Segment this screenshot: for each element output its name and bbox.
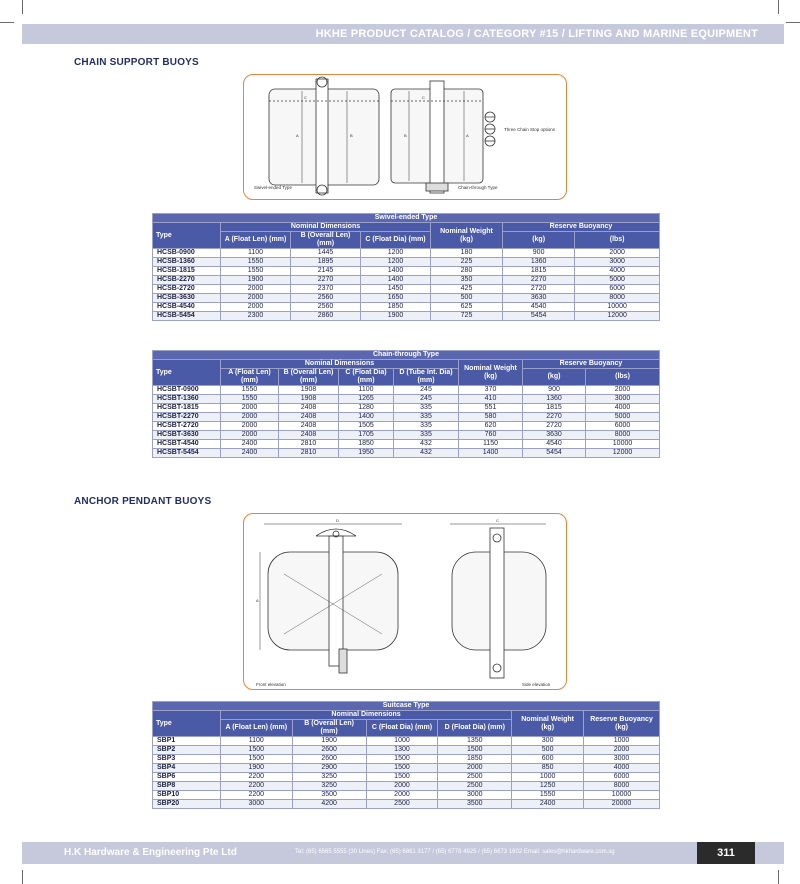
table-cell: 2000 (221, 413, 279, 422)
table-cell: 2145 (291, 267, 361, 276)
dim-label-a-2: A (466, 133, 469, 138)
table-cell: 1150 (459, 440, 523, 449)
table-row (153, 449, 660, 458)
table-cell: 1550 (221, 395, 279, 404)
table-cell: 1400 (361, 267, 431, 276)
dim-label-c: C (304, 95, 307, 100)
table-cell: 551 (459, 404, 523, 413)
swivel-col-a: A (Float Len) (mm) (221, 232, 291, 249)
table-cell: 760 (459, 431, 523, 440)
table-cell: 2400 (221, 449, 279, 458)
type-cell: HCSB-4540 (153, 303, 221, 312)
table-cell: 900 (523, 386, 586, 395)
table-cell: 3000 (584, 755, 660, 764)
table-cell: 2810 (279, 440, 339, 449)
crop-mark (22, 0, 23, 14)
suitcase-col-b: B (Overall Len) (mm) (292, 720, 366, 737)
table-cell: 1500 (438, 746, 512, 755)
table-cell: 1100 (220, 737, 292, 746)
anchor-pendant-buoy-svg (244, 514, 567, 690)
table-row (153, 267, 660, 276)
type-cell: HCSB-0900 (153, 249, 221, 258)
table-cell: 2408 (279, 404, 339, 413)
footer-contact-info: Tel: (65) 6565 5555 (30 Lines) Fax: (65) 6861 3177 / (65) 6778 4925 / (65) 6873 1602 Email: sales@hkhardware.com.sg (295, 849, 615, 855)
table-cell: 2000 (575, 249, 660, 258)
side-elevation-caption: Side elevation (522, 682, 551, 687)
table-cell: 2000 (221, 303, 291, 312)
table-cell: 20000 (584, 800, 660, 809)
chain-col-b: B (Overall Len) (mm) (279, 369, 339, 386)
table-cell: 8000 (575, 294, 660, 303)
type-cell: SBP1 (153, 737, 221, 746)
table-cell: 3500 (438, 800, 512, 809)
table-cell: 300 (512, 737, 584, 746)
swivel-col-nominal-dimensions: Nominal Dimensions (221, 223, 431, 232)
table-cell: 335 (394, 404, 459, 413)
section-title-chain-support: CHAIN SUPPORT BUOYS (74, 57, 199, 68)
table-cell: 1650 (361, 294, 431, 303)
front-elevation-caption: Front elevation (256, 682, 286, 687)
table-cell: 5454 (503, 312, 575, 321)
table-row (153, 276, 660, 285)
table-cell: 1908 (279, 386, 339, 395)
table-cell: 900 (503, 249, 575, 258)
table-cell: 2000 (221, 431, 279, 440)
table-cell: 1000 (584, 737, 660, 746)
type-cell: SBP4 (153, 764, 221, 773)
suitcase-col-weight: Nominal Weight (kg) (512, 711, 584, 737)
table-cell: 2000 (221, 285, 291, 294)
table-cell: 1550 (221, 267, 291, 276)
table-cell: 2200 (220, 791, 292, 800)
table-cell: 8000 (586, 431, 660, 440)
table-cell: 500 (431, 294, 503, 303)
table-cell: 2000 (438, 764, 512, 773)
table-cell: 4000 (575, 267, 660, 276)
table-cell: 2600 (292, 755, 366, 764)
dim-label-b-2: B (404, 133, 407, 138)
type-cell: HCSBT-5454 (153, 449, 221, 458)
side-center-bar (490, 528, 504, 678)
table-cell: 2000 (221, 422, 279, 431)
table-cell: 1100 (339, 386, 394, 395)
swivel-col-c: C (Float Dia) (mm) (361, 232, 431, 249)
table-cell: 4540 (503, 303, 575, 312)
swivel-col-lbs: (lbs) (575, 232, 660, 249)
table-row (153, 422, 660, 431)
table-cell: 1400 (361, 276, 431, 285)
suitcase-col-nominal-dimensions: Nominal Dimensions (220, 711, 511, 720)
table-row (153, 791, 660, 800)
table-cell: 280 (431, 267, 503, 276)
type-cell: SBP10 (153, 791, 221, 800)
chain-support-buoy-svg (244, 75, 567, 200)
table-cell: 1360 (503, 258, 575, 267)
dim-label-c-2: C (422, 95, 425, 100)
table-cell: 2810 (279, 449, 339, 458)
table-row (153, 413, 660, 422)
table-cell: 1500 (220, 755, 292, 764)
table-cell: 1360 (523, 395, 586, 404)
table-cell: 1500 (220, 746, 292, 755)
front-dim-label-d: D (336, 518, 339, 523)
type-cell: HCSBT-3630 (153, 431, 221, 440)
table-cell: 2408 (279, 413, 339, 422)
catalog-header-title: HKHE PRODUCT CATALOG / CATEGORY #15 / LIFTING AND MARINE EQUIPMENT (315, 28, 758, 40)
table-cell: 2200 (220, 773, 292, 782)
table-cell: 12000 (575, 312, 660, 321)
swivel-table-caption: Swivel-ended Type (153, 214, 660, 223)
chain-through-table (152, 350, 660, 458)
table-cell: 1950 (339, 449, 394, 458)
table-row (153, 249, 660, 258)
type-cell: HCSB-5454 (153, 312, 221, 321)
footer-company-name: H.K Hardware & Engineering Pte Ltd (64, 847, 237, 858)
type-cell: SBP6 (153, 773, 221, 782)
table-cell: 10000 (575, 303, 660, 312)
crop-mark (778, 870, 779, 884)
chain-stop-caption: Three Chain Stop options (504, 127, 556, 132)
table-cell: 3250 (292, 773, 366, 782)
swivel-col-kg: (kg) (503, 232, 575, 249)
swivel-col-reserve: Reserve Buoyancy (503, 223, 660, 232)
table-cell: 2000 (366, 791, 438, 800)
table-cell: 3630 (503, 294, 575, 303)
table-cell: 6000 (575, 285, 660, 294)
table-cell: 1895 (291, 258, 361, 267)
type-cell: HCSB-2720 (153, 285, 221, 294)
table-cell: 350 (431, 276, 503, 285)
table-cell: 2400 (512, 800, 584, 809)
table-cell: 4000 (584, 764, 660, 773)
table-cell: 1500 (366, 773, 438, 782)
table-cell: 1900 (361, 312, 431, 321)
table-cell: 1450 (361, 285, 431, 294)
table-cell: 1250 (512, 782, 584, 791)
table-cell: 1400 (339, 413, 394, 422)
table-cell: 3630 (523, 431, 586, 440)
side-dim-label-c: C (496, 518, 499, 523)
table-cell: 500 (512, 746, 584, 755)
table-cell: 6000 (586, 422, 660, 431)
table-cell: 3000 (586, 395, 660, 404)
chain-col-c: C (Float Dia) (mm) (339, 369, 394, 386)
swivel-col-b: B (Overall Len) (mm) (291, 232, 361, 249)
table-cell: 2270 (503, 276, 575, 285)
table-cell: 2000 (584, 746, 660, 755)
table-cell: 3250 (292, 782, 366, 791)
table-cell: 1850 (361, 303, 431, 312)
table-cell: 2408 (279, 431, 339, 440)
table-cell: 425 (431, 285, 503, 294)
table-cell: 335 (394, 431, 459, 440)
table-row (153, 404, 660, 413)
swivel-col-type: Type (153, 223, 221, 249)
table-cell: 1900 (221, 276, 291, 285)
table-cell: 1500 (366, 755, 438, 764)
table-cell: 2200 (220, 782, 292, 791)
table-row (153, 258, 660, 267)
table-cell: 245 (394, 395, 459, 404)
table-cell: 1850 (339, 440, 394, 449)
header-band (22, 24, 784, 44)
table-cell: 2300 (221, 312, 291, 321)
table-cell: 1200 (361, 258, 431, 267)
table-cell: 2600 (292, 746, 366, 755)
front-dim-label-a: A (256, 598, 259, 603)
table-cell: 850 (512, 764, 584, 773)
table-row (153, 800, 660, 809)
table-cell: 5454 (523, 449, 586, 458)
table-row (153, 431, 660, 440)
suitcase-col-d: D (Float Dia) (mm) (438, 720, 512, 737)
table-cell: 1705 (339, 431, 394, 440)
chain-support-buoy-drawing (243, 74, 567, 200)
table-cell: 1000 (512, 773, 584, 782)
suitcase-col-type: Type (153, 711, 221, 737)
table-cell: 245 (394, 386, 459, 395)
type-cell: HCSBT-1815 (153, 404, 221, 413)
table-cell: 2370 (291, 285, 361, 294)
suitcase-table-caption: Suitcase Type (153, 702, 660, 711)
table-cell: 2000 (221, 294, 291, 303)
anchor-pendant-buoy-drawing (243, 513, 567, 690)
table-row (153, 395, 660, 404)
type-cell: HCSB-1815 (153, 267, 221, 276)
table-cell: 432 (394, 449, 459, 458)
table-cell: 2900 (292, 764, 366, 773)
chain-col-reserve: Reserve Buoyancy (523, 360, 660, 369)
table-cell: 600 (512, 755, 584, 764)
table-cell: 2000 (366, 782, 438, 791)
table-cell: 3000 (575, 258, 660, 267)
suitcase-col-reserve: Reserve Buoyancy (kg) (584, 711, 660, 737)
table-cell: 225 (431, 258, 503, 267)
table-cell: 1815 (523, 404, 586, 413)
table-cell: 2270 (523, 413, 586, 422)
table-cell: 1100 (221, 249, 291, 258)
table-row (153, 737, 660, 746)
type-cell: HCSB-1360 (153, 258, 221, 267)
type-cell: HCSBT-2720 (153, 422, 221, 431)
table-cell: 620 (459, 422, 523, 431)
table-cell: 8000 (584, 782, 660, 791)
table-cell: 2560 (291, 303, 361, 312)
crop-mark (786, 22, 800, 23)
suitcase-table-body (153, 737, 660, 809)
table-row (153, 782, 660, 791)
table-row (153, 285, 660, 294)
type-cell: SBP20 (153, 800, 221, 809)
table-cell: 1200 (361, 249, 431, 258)
table-row (153, 303, 660, 312)
table-cell: 2270 (291, 276, 361, 285)
chain-col-weight: Nominal Weight (kg) (459, 360, 523, 386)
table-cell: 1900 (220, 764, 292, 773)
table-cell: 725 (431, 312, 503, 321)
table-cell: 4540 (523, 440, 586, 449)
table-cell: 1350 (438, 737, 512, 746)
type-cell: SBP2 (153, 746, 221, 755)
chain-table-body (153, 386, 660, 458)
suitcase-table (152, 701, 660, 809)
table-cell: 410 (459, 395, 523, 404)
suitcase-col-c: C (Float Dia) (mm) (366, 720, 438, 737)
table-cell: 12000 (586, 449, 660, 458)
crop-mark (778, 0, 779, 14)
table-cell: 4000 (586, 404, 660, 413)
dim-label-b: B (350, 133, 353, 138)
table-cell: 2720 (503, 285, 575, 294)
table-row (153, 312, 660, 321)
table-row (153, 755, 660, 764)
table-cell: 1445 (291, 249, 361, 258)
type-cell: HCSBT-1360 (153, 395, 221, 404)
swivel-ended-table (152, 213, 660, 321)
table-cell: 4200 (292, 800, 366, 809)
swivel-table-body (153, 249, 660, 321)
table-cell: 1900 (292, 737, 366, 746)
crop-mark (22, 870, 23, 884)
table-cell: 1850 (438, 755, 512, 764)
table-cell: 2500 (366, 800, 438, 809)
type-cell: HCSBT-2270 (153, 413, 221, 422)
table-cell: 1505 (339, 422, 394, 431)
table-row (153, 764, 660, 773)
table-row (153, 746, 660, 755)
table-cell: 5000 (575, 276, 660, 285)
chain-table-caption: Chain-through Type (153, 351, 660, 360)
chain-through-tube (430, 81, 444, 193)
table-cell: 1815 (503, 267, 575, 276)
table-cell: 580 (459, 413, 523, 422)
table-cell: 1500 (366, 764, 438, 773)
section-title-anchor-pendant: ANCHOR PENDANT BUOYS (74, 496, 212, 507)
swivel-col-weight: Nominal Weight (kg) (431, 223, 503, 249)
table-cell: 2000 (586, 386, 660, 395)
table-cell: 6000 (584, 773, 660, 782)
chain-col-kg: (kg) (523, 369, 586, 386)
chain-col-a: A (Float Len) (mm) (221, 369, 279, 386)
chain-through-caption: Chain-through Type (458, 185, 498, 190)
table-cell: 10000 (586, 440, 660, 449)
type-cell: HCSB-3630 (153, 294, 221, 303)
table-row (153, 440, 660, 449)
chain-col-type: Type (153, 360, 221, 386)
table-cell: 2500 (438, 773, 512, 782)
table-cell: 10000 (584, 791, 660, 800)
table-cell: 2500 (438, 782, 512, 791)
table-cell: 2720 (523, 422, 586, 431)
chain-col-nominal-dimensions: Nominal Dimensions (221, 360, 459, 369)
table-cell: 2408 (279, 422, 339, 431)
table-cell: 2560 (291, 294, 361, 303)
table-cell: 1300 (366, 746, 438, 755)
table-cell: 625 (431, 303, 503, 312)
table-cell: 180 (431, 249, 503, 258)
table-cell: 3500 (292, 791, 366, 800)
type-cell: HCSB-2270 (153, 276, 221, 285)
table-row (153, 386, 660, 395)
table-cell: 2000 (221, 404, 279, 413)
table-cell: 1265 (339, 395, 394, 404)
suitcase-col-a: A (Float Len) (mm) (220, 720, 292, 737)
table-cell: 3000 (220, 800, 292, 809)
type-cell: SBP3 (153, 755, 221, 764)
chain-col-lbs: (lbs) (586, 369, 660, 386)
table-cell: 1000 (366, 737, 438, 746)
type-cell: SBP8 (153, 782, 221, 791)
table-cell: 1908 (279, 395, 339, 404)
swivel-caption: Swivel-ended Type (254, 185, 292, 190)
table-cell: 1550 (221, 258, 291, 267)
table-cell: 5000 (586, 413, 660, 422)
table-cell: 335 (394, 422, 459, 431)
type-cell: HCSBT-4540 (153, 440, 221, 449)
table-cell: 370 (459, 386, 523, 395)
page-number: 311 (697, 842, 755, 864)
table-cell: 1280 (339, 404, 394, 413)
table-cell: 1550 (221, 386, 279, 395)
swivel-center-shaft (316, 79, 328, 193)
chain-col-d: D (Tube Int. Dia) (mm) (394, 369, 459, 386)
table-cell: 2860 (291, 312, 361, 321)
table-cell: 1550 (512, 791, 584, 800)
table-cell: 1400 (459, 449, 523, 458)
table-cell: 335 (394, 413, 459, 422)
table-row (153, 294, 660, 303)
table-cell: 3000 (438, 791, 512, 800)
front-center-bar (329, 536, 343, 666)
type-cell: HCSBT-0900 (153, 386, 221, 395)
dim-label-a: A (296, 133, 299, 138)
table-cell: 2400 (221, 440, 279, 449)
table-row (153, 773, 660, 782)
table-cell: 432 (394, 440, 459, 449)
footer-band (22, 842, 784, 864)
crop-mark (0, 22, 14, 23)
